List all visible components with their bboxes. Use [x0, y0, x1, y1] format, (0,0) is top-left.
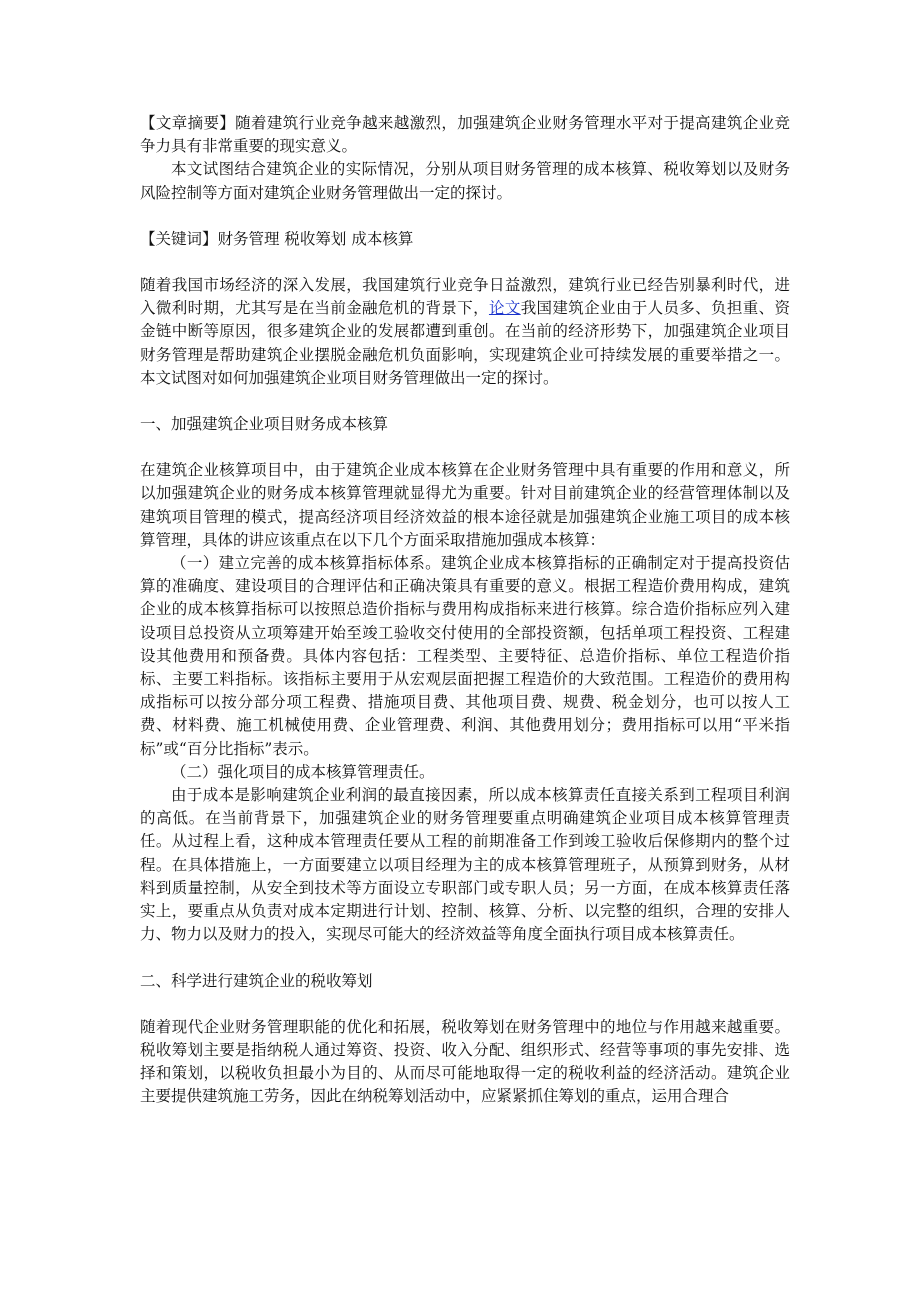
spacer: [140, 251, 790, 274]
section2-paragraph-1: 随着现代企业财务管理职能的优化和拓展，税收筹划在财务管理中的地位与作用越来越重要。税收筹划主要是指纳税人通过筹资、投资、收入分配、组织形式、经营等事项的事先安排、选择和策划，以税收负担最小为目的、从而尽可能地取得一定的税收利益的经济活动。建筑企业主要提供建筑施工劳务，因此在纳税筹划活动中，应紧紧抓住筹划的重点，运用合理合: [140, 1017, 790, 1106]
abstract-paragraph: 【文章摘要】随着建筑行业竞争越来越激烈，加强建筑企业财务管理水平对于提高建筑企业竞争力具有非常重要的现实意义。: [140, 114, 790, 156]
spacer: [140, 947, 790, 970]
spacer: [140, 390, 790, 413]
section1-paragraph-1: 在建筑企业核算项目中，由于建筑企业成本核算在企业财务管理中具有重要的作用和意义，所以加强建筑企业的财务成本核算管理就显得尤为重要。针对目前建筑企业的经营管理体制以及建筑项目管理的模式，提高经济项目经济效益的根本途径就是加强建筑企业施工项目的成本核算管理，具体的讲应该重点在以下几个方面采取措施加强成本核算：: [140, 461, 790, 549]
keywords-line: 【关键词】财务管理 税收筹划 成本核算: [140, 229, 414, 248]
paper-link[interactable]: 论文: [488, 299, 521, 318]
section1-subheading-2: （二）强化项目的成本核算管理责任。: [171, 762, 435, 781]
intro-text-after-link: 我国建筑企业由于人员多、负担重、资金链中断等原因，很多建筑企业的发展都遭到重创。在当前的经济形势下，加强建筑企业项目财务管理是帮助建筑企业摆脱金融危机负面影响，实现建筑企业可持续发展的重要举措之一。本文试图对如何加强建筑企业项目财务管理做出一定的探讨。: [140, 299, 790, 387]
intro-text-before-link: 随着我国市场经济的深入发展，我国建筑行业竞争日益激烈，建筑行业已经告别暴利时代，进入微利时期，尤其写是在当前金融危机的背景下，: [140, 276, 790, 318]
spacer: [140, 205, 790, 228]
section2-heading: 二、科学进行建筑企业的税收筹划: [140, 971, 373, 990]
section1-heading: 一、加强建筑企业项目财务成本核算: [140, 415, 389, 434]
spacer: [140, 993, 790, 1016]
document-body: [140, 112, 790, 1109]
abstract-paragraph-2: 本文试图结合建筑企业的实际情况，分别从项目财务管理的成本核算、税收筹划以及财务风险控制等方面对建筑企业财务管理做出一定的探讨。: [140, 160, 790, 202]
section1-paragraph-2: （一）建立完善的成本核算指标体系。建筑企业成本核算指标的正确制定对于提高投资估算的准确度、建设项目的合理评估和正确决策具有重要的意义。根据工程造价费用构成，建筑企业的成本核算指标可以按照总造价指标与费用构成指标来进行核算。综合造价指标应列入建设项目总投资从立项筹建开始至竣工验收交付使用的全部投资额，包括单项工程投资、工程建设其他费用和预备费。具体内容包括：工程类型、主要特征、总造价指标、单位工程造价指标、主要工料指标。该指标主要用于从宏观层面把握工程造价的大致范围。工程造价的费用构成指标可以按分部分项工程费、措施项目费、其他项目费、规费、税金划分，也可以按人工费、材料费、施工机械使用费、企业管理费、利润、其他费用划分；费用指标可以用“平米指标”或“百分比指标”表示。: [140, 554, 790, 758]
spacer: [140, 436, 790, 459]
section1-paragraph-4: 由于成本是影响建筑企业利润的最直接因素，所以成本核算责任直接关系到工程项目利润的高低。在当前背景下，加强建筑企业的财务管理要重点明确建筑企业项目成本核算管理责任。从过程上看，这种成本管理责任要从工程的前期准备工作到竣工验收后保修期内的整个过程。在具体措施上，一方面要建立以项目经理为主的成本核算管理班子，从预算到财务，从材料到质量控制，从安全到技术等方面设立专职部门或专职人员；另一方面，在成本核算责任落实上，要重点从负责对成本定期进行计划、控制、核算、分析、以完整的组织，合理的安排人力、物力以及财力的投入，实现尽可能大的经济效益等角度全面执行项目成本核算责任。: [140, 786, 790, 944]
intro-paragraph: [140, 274, 790, 390]
